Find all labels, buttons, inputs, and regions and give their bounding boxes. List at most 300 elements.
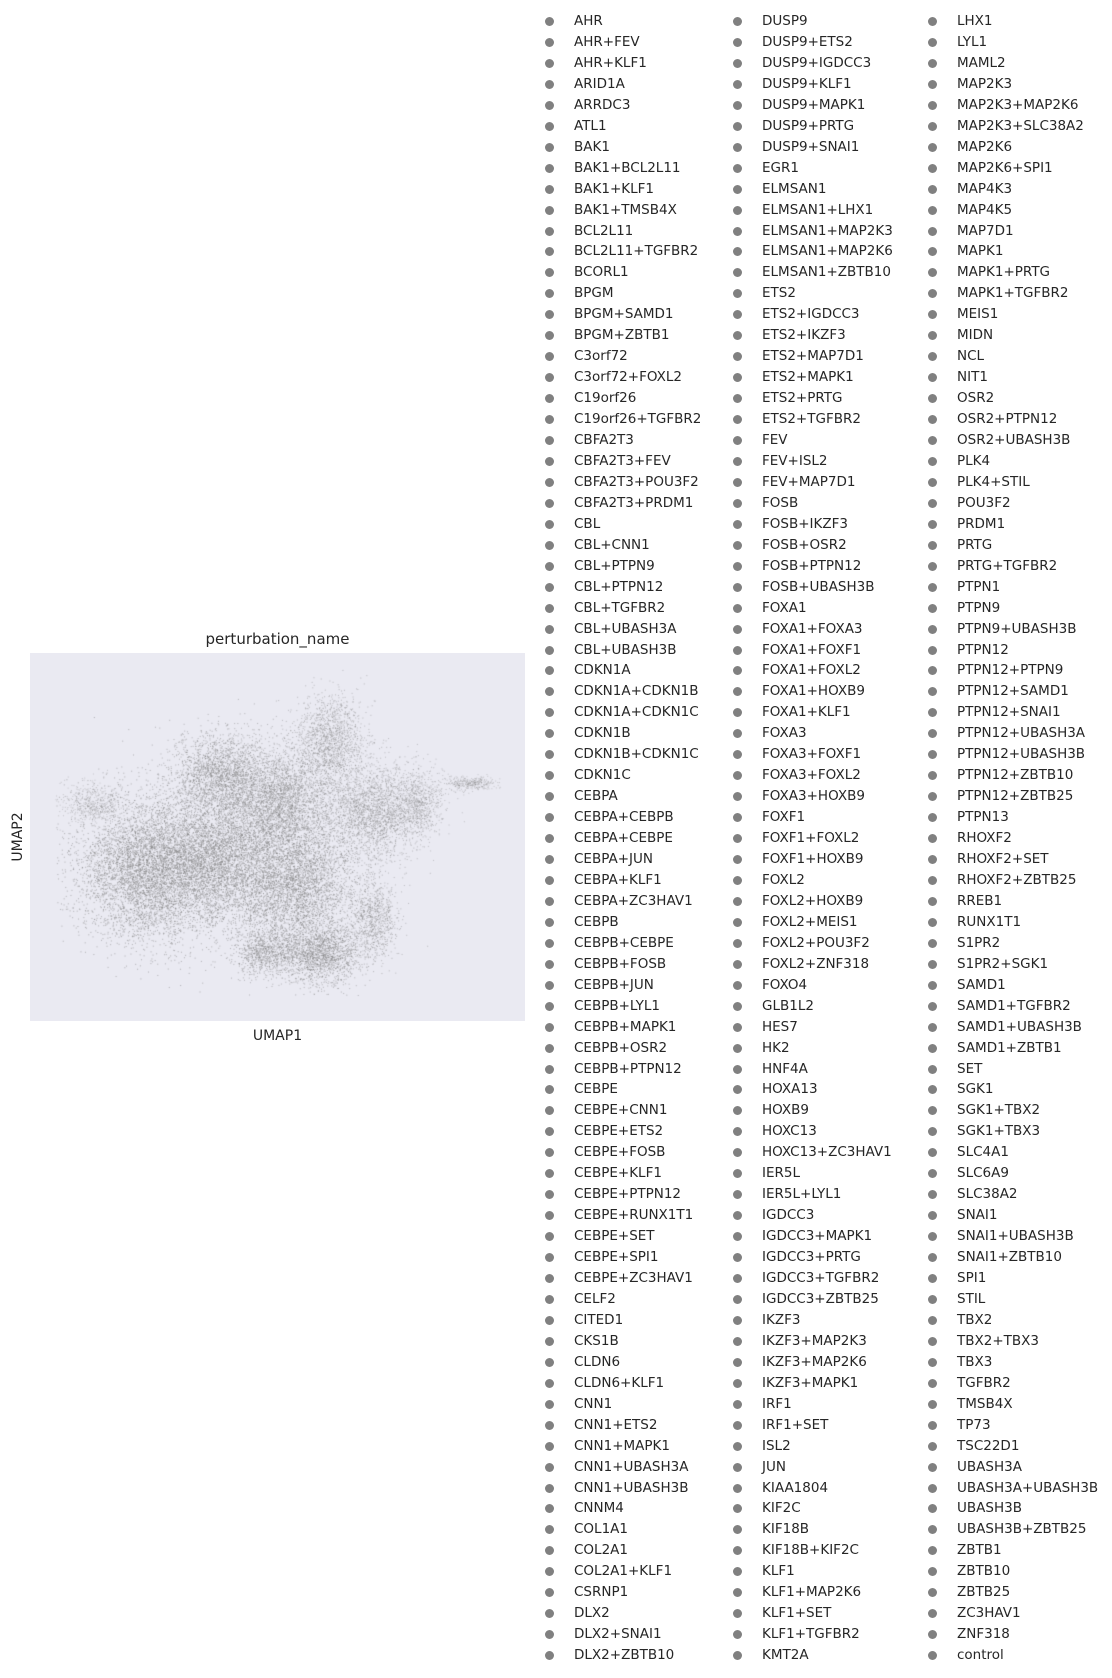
legend-label: CBL bbox=[574, 515, 601, 532]
legend-marker bbox=[733, 436, 742, 445]
legend-marker bbox=[545, 38, 554, 47]
legend-label: CEBPE+CNN1 bbox=[574, 1102, 668, 1119]
legend-label: CEBPB+MAPK1 bbox=[574, 1018, 677, 1035]
legend-label: FOXF1 bbox=[762, 809, 806, 826]
legend-label: PTPN1 bbox=[957, 578, 1001, 595]
legend-marker bbox=[928, 227, 937, 236]
legend-label: CEBPB+LYL1 bbox=[574, 997, 661, 1014]
legend-marker bbox=[733, 1400, 742, 1409]
legend-marker bbox=[733, 1065, 742, 1074]
legend-label: MAP4K3 bbox=[957, 180, 1013, 197]
legend-marker bbox=[545, 708, 554, 717]
legend-marker bbox=[545, 373, 554, 382]
legend-marker bbox=[733, 1588, 742, 1597]
legend-label: ETS2+TGFBR2 bbox=[762, 411, 861, 428]
legend-label: PTPN12+UBASH3A bbox=[957, 725, 1086, 742]
chart-title: perturbation_name bbox=[205, 630, 350, 648]
legend-marker bbox=[733, 520, 742, 529]
legend-marker bbox=[545, 227, 554, 236]
legend-label: FOSB+OSR2 bbox=[762, 536, 847, 553]
x-axis-label: UMAP1 bbox=[252, 1028, 303, 1044]
legend-marker bbox=[545, 1232, 554, 1241]
legend-label: CBL+UBASH3B bbox=[574, 641, 677, 658]
legend-label: ETS2+MAPK1 bbox=[762, 369, 854, 386]
legend-marker bbox=[928, 1127, 937, 1136]
legend-marker bbox=[733, 122, 742, 131]
legend-marker bbox=[928, 17, 937, 26]
legend-label: IKZF3+MAP2K3 bbox=[762, 1332, 867, 1349]
legend-marker bbox=[545, 331, 554, 340]
legend-marker bbox=[928, 1442, 937, 1451]
legend-label: DUSP9+PRTG bbox=[762, 117, 855, 134]
legend-label: PTPN13 bbox=[957, 809, 1009, 826]
legend-marker bbox=[733, 1609, 742, 1618]
legend-label: CDKN1A bbox=[574, 662, 631, 679]
legend-label: SET bbox=[957, 1060, 983, 1077]
legend-label: KLF1+SET bbox=[762, 1605, 832, 1622]
legend-label: SAMD1+TGFBR2 bbox=[957, 997, 1071, 1014]
legend-label: AHR bbox=[574, 13, 603, 29]
legend-label: MAP4K5 bbox=[957, 201, 1013, 218]
legend-marker bbox=[545, 1065, 554, 1074]
legend-label: BAK1 bbox=[574, 138, 610, 155]
legend-marker bbox=[733, 394, 742, 403]
legend-label: UBASH3A+UBASH3B bbox=[957, 1479, 1099, 1496]
legend-marker bbox=[733, 206, 742, 215]
legend-label: JUN bbox=[762, 1458, 786, 1475]
legend-marker bbox=[928, 394, 937, 403]
legend-marker bbox=[928, 855, 937, 864]
legend-label: SAMD1+UBASH3B bbox=[957, 1018, 1082, 1035]
legend-label: RHOXF2+SET bbox=[957, 851, 1049, 867]
legend-label: OSR2 bbox=[957, 390, 995, 407]
legend-label: CELF2 bbox=[574, 1290, 616, 1307]
legend-marker bbox=[928, 771, 937, 780]
legend-marker bbox=[733, 897, 742, 906]
legend-marker bbox=[733, 289, 742, 298]
legend-marker bbox=[928, 122, 937, 131]
legend-label: PRTG bbox=[957, 536, 993, 553]
legend-marker bbox=[928, 918, 937, 927]
legend-label: CEBPE+RUNX1T1 bbox=[574, 1207, 694, 1224]
legend-marker bbox=[545, 771, 554, 780]
legend-label: ETS2+MAP7D1 bbox=[762, 348, 864, 365]
legend-marker bbox=[928, 562, 937, 571]
legend-label: HK2 bbox=[762, 1039, 790, 1056]
legend-label: TGFBR2 bbox=[957, 1374, 1011, 1391]
legend-label: HNF4A bbox=[762, 1060, 808, 1077]
legend-label: ZBTB25 bbox=[957, 1584, 1011, 1601]
legend-marker bbox=[545, 604, 554, 613]
legend-label: ETS2+IGDCC3 bbox=[762, 306, 860, 323]
legend-label: CEBPB+CEBPE bbox=[574, 934, 674, 951]
legend-marker bbox=[928, 373, 937, 382]
legend-label: CBFA2T3+POU3F2 bbox=[574, 473, 699, 490]
legend-label: DUSP9+SNAI1 bbox=[762, 138, 860, 155]
legend-label: MIDN bbox=[957, 327, 994, 344]
legend-marker bbox=[545, 876, 554, 885]
legend-marker bbox=[545, 1421, 554, 1430]
legend-label: ETS2+PRTG bbox=[762, 390, 843, 407]
legend-marker bbox=[928, 352, 937, 361]
legend-marker bbox=[928, 1651, 937, 1660]
legend-label: CEBPA+KLF1 bbox=[574, 871, 662, 888]
legend-label: KIAA1804 bbox=[762, 1479, 829, 1496]
legend-marker bbox=[733, 1127, 742, 1136]
legend-label: TBX3 bbox=[957, 1353, 993, 1370]
legend-label: C3orf72+FOXL2 bbox=[574, 369, 682, 386]
legend-marker bbox=[928, 708, 937, 717]
legend-marker bbox=[545, 520, 554, 529]
legend-label: CEBPB bbox=[574, 913, 619, 930]
legend-label: FOXL2+ZNF318 bbox=[762, 955, 870, 972]
legend-label: CEBPE+PTPN12 bbox=[574, 1186, 682, 1203]
legend-marker bbox=[733, 541, 742, 550]
legend-marker bbox=[545, 666, 554, 675]
legend-marker bbox=[733, 687, 742, 696]
legend-marker bbox=[928, 1463, 937, 1472]
legend-marker bbox=[545, 1044, 554, 1053]
legend-marker bbox=[545, 625, 554, 634]
legend-label: MAP2K3 bbox=[957, 75, 1013, 92]
umap-scatter-points bbox=[30, 653, 525, 1021]
legend-label: FOXA3 bbox=[762, 725, 807, 742]
legend-label: CKS1B bbox=[574, 1332, 619, 1349]
legend-label: CNN1+ETS2 bbox=[574, 1416, 658, 1433]
legend-marker bbox=[733, 1253, 742, 1262]
legend-marker bbox=[733, 1148, 742, 1157]
legend-label: BAK1+TMSB4X bbox=[574, 201, 677, 218]
legend-label: IER5L+LYL1 bbox=[762, 1186, 842, 1203]
legend-marker bbox=[733, 1023, 742, 1032]
legend-label: KIF18B+KIF2C bbox=[762, 1542, 859, 1559]
legend-label: CSRNP1 bbox=[574, 1584, 629, 1601]
legend-marker bbox=[545, 1609, 554, 1618]
legend-label: SNAI1 bbox=[957, 1207, 998, 1224]
legend-marker bbox=[928, 1316, 937, 1325]
legend-label: MAP7D1 bbox=[957, 222, 1014, 239]
legend-marker bbox=[928, 625, 937, 634]
legend-marker bbox=[928, 436, 937, 445]
legend-label: DUSP9+MAPK1 bbox=[762, 96, 866, 113]
legend-marker bbox=[733, 17, 742, 26]
legend-label: CBFA2T3+FEV bbox=[574, 452, 671, 469]
legend-label: CEBPB+PTPN12 bbox=[574, 1060, 682, 1077]
legend-label: CEBPB+FOSB bbox=[574, 955, 667, 972]
legend-label: BCL2L11+TGFBR2 bbox=[574, 243, 699, 260]
legend-marker bbox=[545, 164, 554, 173]
legend-marker bbox=[733, 1358, 742, 1367]
legend-marker bbox=[545, 1442, 554, 1451]
legend-label: IGDCC3+PRTG bbox=[762, 1249, 861, 1266]
legend-label: CNN1+UBASH3B bbox=[574, 1479, 689, 1496]
legend-marker bbox=[733, 1442, 742, 1451]
legend-label: FOSB+UBASH3B bbox=[762, 578, 875, 595]
legend-label: C19orf26 bbox=[574, 390, 637, 407]
legend-label: MAPK1+TGFBR2 bbox=[957, 285, 1069, 302]
legend-label: IGDCC3+TGFBR2 bbox=[762, 1270, 880, 1286]
legend-marker bbox=[928, 646, 937, 655]
legend-marker bbox=[928, 310, 937, 319]
legend-marker bbox=[733, 478, 742, 487]
legend-label: CEBPE bbox=[574, 1081, 618, 1098]
legend-label: FOXL2+MEIS1 bbox=[762, 913, 858, 930]
legend-label: KMT2A bbox=[762, 1647, 809, 1664]
legend-marker bbox=[545, 1127, 554, 1136]
legend-marker bbox=[733, 981, 742, 990]
legend-marker bbox=[545, 918, 554, 927]
legend-marker bbox=[545, 17, 554, 26]
legend-label: S1PR2 bbox=[957, 934, 1001, 951]
legend-label: KLF1+MAP2K6 bbox=[762, 1584, 862, 1601]
legend-marker bbox=[733, 1567, 742, 1576]
y-axis-label: UMAP2 bbox=[10, 812, 26, 862]
legend-label: ISL2 bbox=[762, 1437, 791, 1454]
legend-label: RREB1 bbox=[957, 892, 1003, 909]
legend-marker bbox=[733, 373, 742, 382]
legend-label: FOSB+IKZF3 bbox=[762, 515, 848, 532]
legend-label: CLDN6 bbox=[574, 1353, 621, 1370]
legend-marker bbox=[928, 478, 937, 487]
legend-marker bbox=[928, 1379, 937, 1388]
legend-marker bbox=[545, 1274, 554, 1283]
legend-label: PLK4+STIL bbox=[957, 473, 1030, 490]
legend-marker bbox=[545, 206, 554, 215]
legend-marker bbox=[733, 1190, 742, 1199]
legend-label: CEBPE+KLF1 bbox=[574, 1165, 662, 1182]
legend-marker bbox=[928, 164, 937, 173]
legend-marker bbox=[733, 80, 742, 89]
legend-label: CEBPB+JUN bbox=[574, 976, 654, 993]
legend-marker bbox=[545, 1400, 554, 1409]
legend-marker bbox=[733, 143, 742, 152]
legend-marker bbox=[733, 38, 742, 47]
legend-marker bbox=[545, 960, 554, 969]
legend-marker bbox=[733, 310, 742, 319]
legend-label: FOXL2+HOXB9 bbox=[762, 892, 864, 909]
legend-marker bbox=[928, 1504, 937, 1513]
legend-marker bbox=[733, 164, 742, 173]
legend-label: OSR2+UBASH3B bbox=[957, 432, 1071, 448]
legend-marker bbox=[928, 185, 937, 194]
legend-marker bbox=[733, 247, 742, 256]
legend-marker bbox=[928, 1337, 937, 1346]
legend-marker bbox=[545, 185, 554, 194]
legend-label: FOXA3+FOXL2 bbox=[762, 767, 861, 784]
legend-label: SAMD1+ZBTB1 bbox=[957, 1039, 1062, 1056]
legend-marker bbox=[733, 415, 742, 424]
legend-label: IGDCC3 bbox=[762, 1207, 815, 1224]
legend-marker bbox=[733, 227, 742, 236]
legend-label: CEBPA+JUN bbox=[574, 851, 654, 867]
legend-marker bbox=[545, 310, 554, 319]
legend-marker bbox=[928, 1044, 937, 1053]
legend-label: ETS2+IKZF3 bbox=[762, 327, 846, 344]
legend-marker bbox=[733, 750, 742, 759]
legend-marker bbox=[545, 1379, 554, 1388]
legend-label: TSC22D1 bbox=[957, 1437, 1020, 1454]
legend-marker bbox=[733, 1337, 742, 1346]
legend-label: SPI1 bbox=[957, 1270, 987, 1286]
legend-marker bbox=[545, 499, 554, 508]
legend-marker bbox=[928, 520, 937, 529]
legend-label: BAK1+KLF1 bbox=[574, 180, 654, 197]
legend-marker bbox=[733, 1316, 742, 1325]
legend-label: FOXA1+FOXA3 bbox=[762, 620, 863, 637]
legend-marker bbox=[733, 1169, 742, 1178]
legend-marker bbox=[545, 1002, 554, 1011]
legend-label: ATL1 bbox=[574, 117, 607, 134]
legend-label: PRTG+TGFBR2 bbox=[957, 557, 1058, 574]
legend-marker bbox=[928, 101, 937, 110]
legend-marker bbox=[733, 1232, 742, 1241]
legend-label: SGK1+TBX2 bbox=[957, 1102, 1041, 1119]
legend-marker bbox=[545, 981, 554, 990]
legend-marker bbox=[545, 1504, 554, 1513]
legend-label: IKZF3+MAPK1 bbox=[762, 1374, 859, 1391]
legend-marker bbox=[733, 1504, 742, 1513]
legend-marker bbox=[733, 185, 742, 194]
legend-label: FOXF1+HOXB9 bbox=[762, 851, 864, 867]
legend-marker bbox=[928, 792, 937, 801]
legend-label: TBX2 bbox=[957, 1311, 993, 1328]
legend-label: SNAI1+ZBTB10 bbox=[957, 1249, 1062, 1266]
legend-label: BCL2L11 bbox=[574, 222, 634, 239]
legend-label: FOXF1+FOXL2 bbox=[762, 830, 860, 847]
legend-label: CNN1+MAPK1 bbox=[574, 1437, 670, 1454]
legend-label: FOSB bbox=[762, 494, 799, 511]
legend-marker bbox=[545, 1295, 554, 1304]
legend-marker bbox=[545, 813, 554, 822]
legend-marker bbox=[733, 1630, 742, 1639]
legend-marker bbox=[545, 415, 554, 424]
legend-marker bbox=[928, 1190, 937, 1199]
legend-label: control bbox=[957, 1647, 1004, 1664]
legend-label: MAPK1 bbox=[957, 243, 1004, 260]
legend-marker bbox=[733, 960, 742, 969]
legend-marker bbox=[928, 59, 937, 68]
legend-label: MEIS1 bbox=[957, 306, 999, 323]
legend-label: LYL1 bbox=[957, 33, 988, 50]
legend-marker bbox=[928, 1484, 937, 1493]
legend-marker bbox=[928, 415, 937, 424]
legend-marker bbox=[733, 625, 742, 634]
legend-marker bbox=[928, 1400, 937, 1409]
legend-marker bbox=[545, 897, 554, 906]
legend-label: DLX2+SNAI1 bbox=[574, 1626, 662, 1643]
legend-label: ELMSAN1+LHX1 bbox=[762, 201, 874, 218]
legend-marker bbox=[545, 1023, 554, 1032]
legend-marker bbox=[545, 1337, 554, 1346]
legend-label: FOXA1+FOXF1 bbox=[762, 641, 862, 658]
legend-marker bbox=[928, 499, 937, 508]
legend-marker bbox=[545, 1567, 554, 1576]
legend-marker bbox=[545, 352, 554, 361]
legend-label: MAP2K3+MAP2K6 bbox=[957, 96, 1079, 113]
legend-label: PTPN12+ZBTB25 bbox=[957, 788, 1074, 805]
legend-label: ELMSAN1+MAP2K6 bbox=[762, 243, 893, 260]
legend-marker bbox=[545, 268, 554, 277]
legend-label: SAMD1 bbox=[957, 976, 1006, 993]
legend-marker bbox=[545, 1190, 554, 1199]
legend-marker bbox=[545, 750, 554, 759]
legend-marker bbox=[928, 143, 937, 152]
legend-label: KLF1+TGFBR2 bbox=[762, 1626, 860, 1643]
legend-marker bbox=[545, 289, 554, 298]
legend-label: CEBPA+CEBPB bbox=[574, 809, 674, 826]
legend-marker bbox=[733, 331, 742, 340]
legend-marker bbox=[733, 1002, 742, 1011]
legend-label: FOXA1+HOXB9 bbox=[762, 683, 865, 700]
legend-marker bbox=[733, 1106, 742, 1115]
legend-marker bbox=[545, 939, 554, 948]
legend-marker bbox=[733, 1651, 742, 1660]
legend-label: CEBPE+ETS2 bbox=[574, 1123, 664, 1140]
legend-marker bbox=[545, 1106, 554, 1115]
legend-label: COL2A1 bbox=[574, 1542, 628, 1559]
legend-label: IRF1 bbox=[762, 1395, 792, 1412]
legend-label: IKZF3 bbox=[762, 1311, 801, 1328]
legend-label: RHOXF2+ZBTB25 bbox=[957, 871, 1077, 888]
legend-marker bbox=[928, 206, 937, 215]
legend-label: CBFA2T3 bbox=[574, 432, 634, 448]
legend-marker bbox=[545, 687, 554, 696]
legend-marker bbox=[545, 792, 554, 801]
legend-marker bbox=[928, 1169, 937, 1178]
legend-marker bbox=[928, 666, 937, 675]
legend-label: PTPN9 bbox=[957, 599, 1001, 616]
legend-marker bbox=[928, 981, 937, 990]
legend-marker bbox=[545, 247, 554, 256]
legend-label: COL1A1 bbox=[574, 1521, 628, 1538]
legend-label: CBL+TGFBR2 bbox=[574, 599, 666, 616]
legend-marker bbox=[733, 646, 742, 655]
legend-marker bbox=[733, 604, 742, 613]
legend-marker bbox=[928, 1232, 937, 1241]
umap-plot-area bbox=[30, 653, 525, 1021]
legend-marker bbox=[928, 1567, 937, 1576]
legend-marker bbox=[545, 1085, 554, 1094]
legend-label: FOXO4 bbox=[762, 976, 808, 993]
legend-label: STIL bbox=[957, 1290, 986, 1307]
legend-label: ELMSAN1+MAP2K3 bbox=[762, 222, 893, 239]
legend-label: RUNX1T1 bbox=[957, 913, 1022, 930]
legend-label: HOXC13 bbox=[762, 1123, 817, 1140]
legend-marker bbox=[733, 855, 742, 864]
legend-marker bbox=[733, 562, 742, 571]
legend-label: SLC6A9 bbox=[957, 1165, 1009, 1182]
legend-label: DUSP9 bbox=[762, 13, 808, 29]
legend-label: IKZF3+MAP2K6 bbox=[762, 1353, 867, 1370]
legend-marker bbox=[928, 729, 937, 738]
legend-label: CEBPE+ZC3HAV1 bbox=[574, 1270, 693, 1286]
legend-marker bbox=[928, 1609, 937, 1618]
legend-marker bbox=[928, 1065, 937, 1074]
legend-marker bbox=[733, 1295, 742, 1304]
legend-marker bbox=[545, 646, 554, 655]
legend-marker bbox=[545, 122, 554, 131]
legend-marker bbox=[733, 268, 742, 277]
legend-label: KIF2C bbox=[762, 1500, 801, 1517]
legend-marker bbox=[733, 666, 742, 675]
legend-marker bbox=[733, 352, 742, 361]
legend-marker bbox=[733, 729, 742, 738]
legend-marker bbox=[545, 436, 554, 445]
legend-marker bbox=[545, 1463, 554, 1472]
legend-label: HOXC13+ZC3HAV1 bbox=[762, 1144, 892, 1161]
legend-label: FOXA1+FOXL2 bbox=[762, 662, 861, 679]
legend-marker bbox=[545, 1253, 554, 1262]
